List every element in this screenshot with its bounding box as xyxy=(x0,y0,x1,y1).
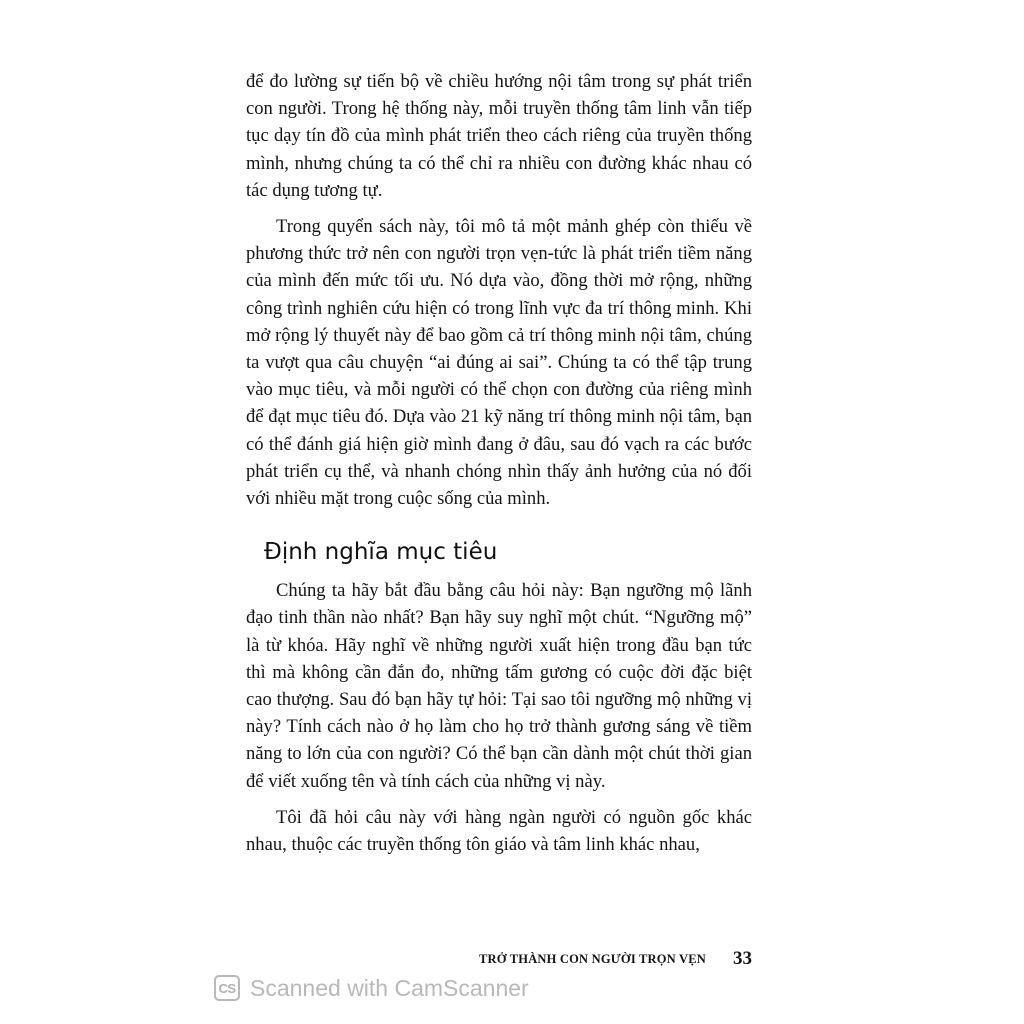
camscanner-watermark xyxy=(214,973,529,1003)
body-text xyxy=(246,68,752,858)
section-heading: Định nghĩa mục tiêu xyxy=(264,539,498,566)
paragraph-3: Chúng ta hãy bắt đầu bằng câu hỏi này: Bạn ngưỡng mộ lãnh đạo tinh thần nào nhất? Bạn hãy suy nghĩ một chút. “Ngưỡng mộ” là từ khóa. Hãy nghĩ về những người xuất hiện trong đầu bạn tức thì mà không cần đắn đo, những tấm gương có cuộc đời đặc biệt cao thượng. Sau đó bạn hãy tự hỏi: Tại sao tôi ngưỡng mộ những vị này? Tính cách nào ở họ làm cho họ trở thành gương sáng về tiềm năng to lớn của con người? Có thể bạn cần dành một chút thời gian để viết xuống tên và tính cách của những vị này. xyxy=(246,580,752,792)
watermark-text: Scanned with CamScanner xyxy=(250,974,529,1001)
paragraph-1: để đo lường sự tiến bộ về chiều hướng nội tâm trong sự phát triển con người. Trong hệ thống này, mỗi truyền thống tâm linh vẫn tiếp tục dạy tín đồ của mình phát triển theo cách riêng của truyền thống mình, nhưng chúng ta có thể chỉ ra nhiều con đường khác nhau có tác dụng tương tự. xyxy=(246,71,752,201)
running-title: TRỞ THÀNH CON NGƯỜI TRỌN VẸN xyxy=(478,952,706,966)
paragraph-2: Trong quyển sách này, tôi mô tả một mảnh ghép còn thiếu về phương thức trở nên con người trọn vẹn-tức là phát triển tiềm năng của mình đến mức tối ưu. Nó dựa vào, đồng thời mở rộng, những công trình nghiên cứu hiện có trong lĩnh vực đa trí thông minh. Khi mở rộng lý thuyết này để bao gồm cả trí thông minh nội tâm, chúng ta vượt qua câu chuyện “ai đúng ai sai”. Chúng ta có thể tập trung vào mục tiêu, và mỗi người có thể chọn con đường của riêng mình để đạt mục tiêu đó. Dựa vào 21 kỹ năng trí thông minh nội tâm, bạn có thể đánh giá hiện giờ mình đang ở đâu, sau đó vạch ra các bước phát triển cụ thể, và nhanh chóng nhìn thấy ảnh hưởng của nó đối với nhiều mặt trong cuộc sống của mình. xyxy=(246,216,752,510)
page-number: 33 xyxy=(733,948,752,969)
running-footer xyxy=(246,950,752,972)
paragraph-4: Tôi đã hỏi câu này với hàng ngàn người có nguồn gốc khác nhau, thuộc các truyền thống tôn giáo và tâm linh khác nhau, xyxy=(246,806,752,856)
camscanner-logo-icon: CS xyxy=(214,975,240,1001)
